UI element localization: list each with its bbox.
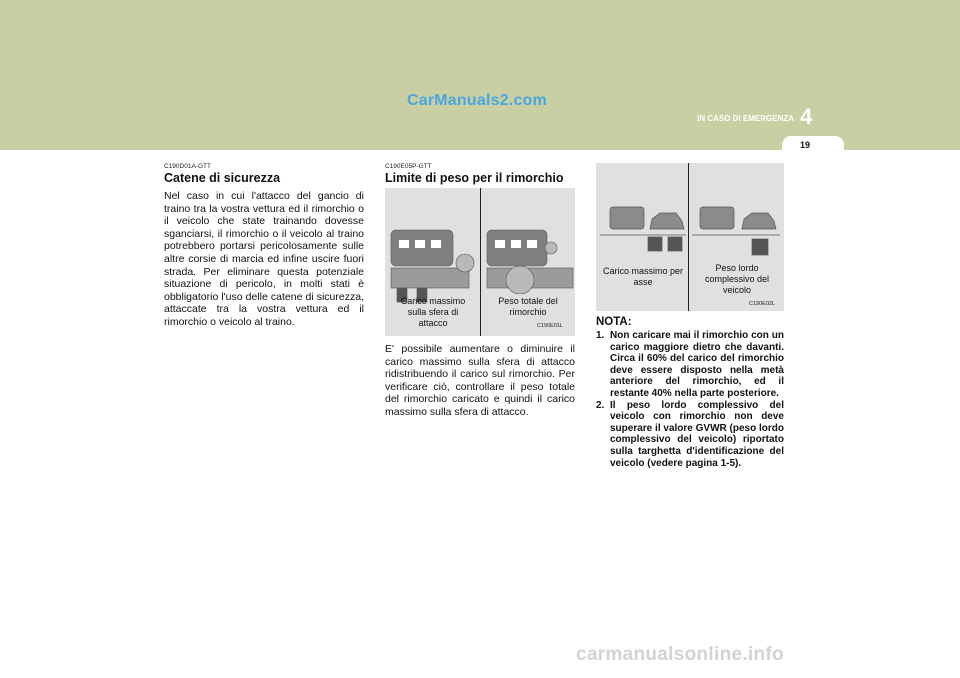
section-title: IN CASO DI EMERGENZA <box>697 114 794 123</box>
caption-gross-weight: Peso lordo complessivo del veicolo <box>704 263 770 295</box>
page-number: 19 <box>799 140 810 150</box>
section-heading: Catene di sicurezza <box>164 171 281 185</box>
figure-code: C190E02L <box>749 301 775 307</box>
column-safety-chains <box>164 163 364 329</box>
caption-axle-load: Carico massimo per asse <box>602 266 684 287</box>
list-item <box>596 400 784 470</box>
header-band <box>0 0 960 150</box>
caption-tongue-load: Carico massimo sulla sfera di attacco <box>400 296 466 328</box>
nota-title: NOTA: <box>596 316 632 328</box>
body-text: E' possibile aumentare o diminuire il carico massimo sulla sfera di attacco ridistribuendo il carico sul rimorchio. Per verificare ciò, controllare il peso totale del rimorchio caricato e quindi il carico massimo sulla sfera di attacco. <box>385 343 575 418</box>
column-trailer-weight <box>385 163 575 185</box>
item-text: Non caricare mai il rimorchio con un carico maggiore dietro che davanti. Circa il 60% del carico del rimorchio deve essere disposto nella metà anteriore del rimorchio, ed il restante 40% nella parte posteriore. <box>610 330 784 399</box>
item-text: Il peso lordo complessivo del veicolo con rimorchio non deve superare il valore GVWR (peso lordo complessivo del veicolo) riportato sulla targhetta d'identificazione del veicolo (vedere pagina 1-5). <box>610 399 784 469</box>
column-nota <box>596 316 784 469</box>
column-trailer-weight-body <box>385 338 575 419</box>
top-watermark[interactable]: CarManuals2.com <box>407 92 547 109</box>
caption-trailer-weight: Peso totale del rimorchio <box>498 296 558 317</box>
nota-list <box>596 330 784 469</box>
body-text: Nel caso in cui l'attacco del gancio di traino tra la vostra vettura ed il rimorchio o il veicolo che state trainando dovesse sganciarsi, il rimorchio o il veicolo al traino potrebbero portarsi pericolosamente sulle altre corsie di marcia ed infine uscire fuori strada. Per eliminare questa potenziale situazione di pericolo, in molti stati è obbligatorio l'uso delle catene di sicurezza, attaccate tra la vostra vettura ed il rimorchio o veicolo al traino. <box>164 190 364 328</box>
figure-axle-load <box>596 163 784 311</box>
item-number: 1. <box>596 330 605 341</box>
section-code: C190D01A-GTT <box>164 163 211 170</box>
section-heading: Limite di peso per il rimorchio <box>385 171 564 185</box>
item-number: 2. <box>596 399 605 411</box>
section-code: C190E05P-GTT <box>385 163 432 170</box>
figure-tongue-weight <box>385 188 575 336</box>
section-number: 4 <box>800 104 813 129</box>
figure-code: C190E01L <box>537 323 563 329</box>
list-item <box>596 330 784 400</box>
bottom-watermark[interactable]: carmanualsonline.info <box>576 644 784 665</box>
